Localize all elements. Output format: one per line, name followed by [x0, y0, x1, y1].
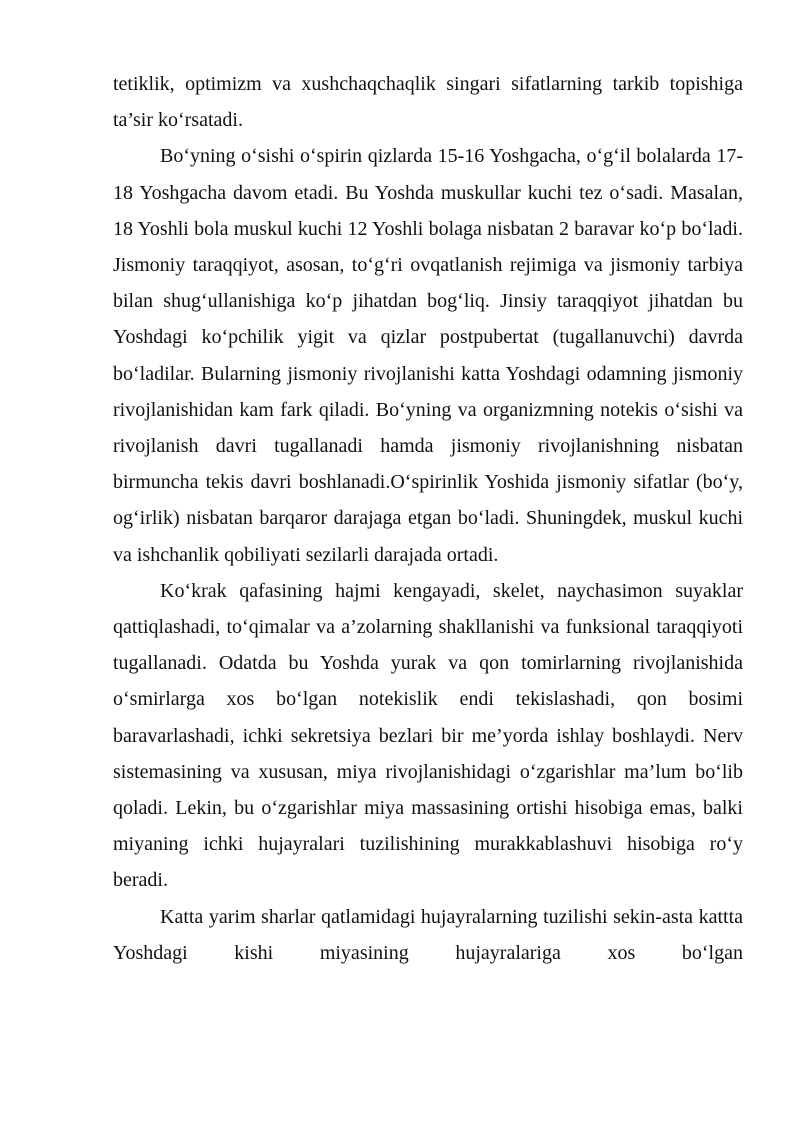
paragraph-2: Bo‘yning o‘sishi o‘spirin qizlarda 15-16 Yoshgacha, o‘g‘il bolalarda 17-18 Yoshgacha davom etadi. Bu Yoshda muskullar kuchi tez o‘sadi. Masalan, 18 Yoshli bola muskul kuchi 12 Yoshli bolaga nisbatan 2 baravar ko‘p bo‘ladi. Jismoniy taraqqiyot, asosan, to‘g‘ri ovqatlanish rejimiga va jismoniy tarbiya bilan shug‘ullanishiga ko‘p jihatdan bog‘liq. Jinsiy taraqqiyot jihatdan bu Yoshdagi ko‘pchilik yigit va qizlar postpubertat (tugallanuvchi) davrda bo‘ladilar. Bularning jismoniy rivojlanishi katta Yoshdagi odamning jismoniy rivojlanishidan kam fark qiladi. Bo‘yning va organizmning notekis o‘sishi va rivojlanish davri tugallanadi hamda jismoniy rivojlanishning nisbatan birmuncha tekis davri boshlanadi.O‘spirinlik Yoshida jismoniy sifatlar (bo‘y, og‘irlik) nisbatan barqaror darajaga etgan bo‘ladi. Shuningdek, muskul kuchi va ishchanlik qobiliyati sezilarli darajada ortadi.	[113, 145, 743, 566]
paragraph-4: Katta yarim sharlar qatlamidagi hujayralarning tuzilishi sekin-asta kattta Yoshdagi kishi miyasining hujayralariga xos bo‘lgan	[113, 905, 743, 964]
paragraph-1: tetiklik, optimizm va xushchaqchaqlik singari sifatlarning tarkib topishiga ta’sir ko‘rsatadi.	[113, 73, 743, 132]
paragraph-3: Ko‘krak qafasining hajmi kengayadi, skelet, naychasimon suyaklar qattiqlashadi, to‘qimalar va a’zolarning shakllanishi va funksional taraqqiyoti tugallanadi. Odatda bu Yoshda yurak va qon tomirlarning rivojlanishida o‘smirlarga xos bo‘lgan notekislik endi tekislashadi, qon bosimi baravarlashadi, ichki sekretsiya bezlari bir me’yorda ishlay boshlaydi. Nerv sistemasining va xususan, miya rivojlanishidagi o‘zgarishlar ma’lum bo‘lib qoladi. Lekin, bu o‘zgarishlar miya massasining ortishi hisobiga emas, balki miyaning ichki hujayralari tuzilishining murakkablashuvi hisobiga ro‘y beradi.	[113, 579, 743, 892]
document-page	[113, 66, 743, 971]
